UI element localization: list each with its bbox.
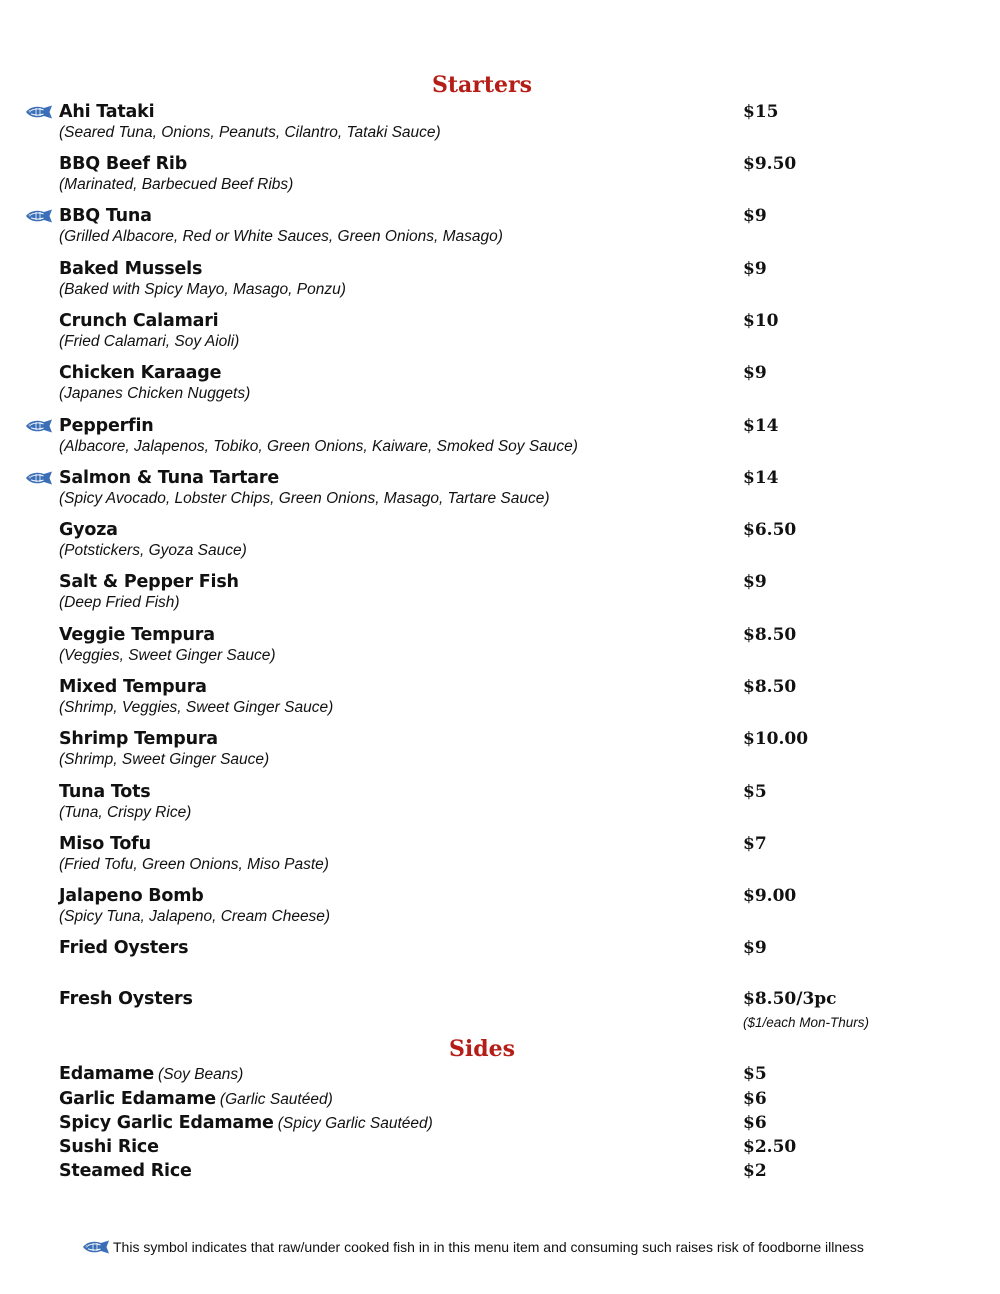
menu-item-price: $10 — [743, 311, 779, 331]
menu-item-description: (Seared Tuna, Onions, Peanuts, Cilantro, Tataki Sauce) — [59, 124, 441, 141]
menu-item-name: Gyoza — [59, 520, 118, 540]
menu-item-price: $14 — [743, 416, 779, 436]
side-item-name: Edamame — [59, 1064, 155, 1084]
raw-fish-icon — [23, 208, 55, 224]
side-item-name-line — [59, 1087, 333, 1112]
menu-item-name: Veggie Tempura — [59, 625, 215, 645]
menu-item-name: BBQ Beef Rib — [59, 154, 188, 174]
starters-section-title: Starters — [431, 72, 533, 98]
menu-item-name: Salmon & Tuna Tartare — [59, 468, 280, 488]
menu-item-description: (Grilled Albacore, Red or White Sauces, Green Onions, Masago) — [59, 228, 503, 245]
menu-item-price: $9 — [743, 572, 767, 592]
raw-fish-icon — [80, 1239, 112, 1255]
menu-item — [59, 570, 939, 614]
menu-item-price: $9 — [743, 259, 767, 279]
raw-fish-icon — [23, 104, 55, 120]
menu-item-price: $15 — [743, 102, 779, 122]
menu-item-name: Mixed Tempura — [59, 677, 207, 697]
menu-item-price: $9.50 — [743, 154, 797, 174]
menu-item — [59, 414, 939, 458]
menu-item — [59, 987, 939, 1031]
menu-item — [59, 309, 939, 353]
menu-item-description: (Baked with Spicy Mayo, Masago, Ponzu) — [59, 281, 346, 298]
menu-item — [59, 727, 939, 771]
side-item-name-line — [59, 1135, 159, 1159]
side-item-name-line — [59, 1159, 192, 1183]
menu-item-description: (Veggies, Sweet Ginger Sauce) — [59, 647, 276, 664]
menu-item — [59, 518, 939, 562]
side-item-name: Spicy Garlic Edamame — [59, 1113, 274, 1133]
side-item — [59, 1135, 939, 1159]
side-item-note: (Garlic Sautéed) — [219, 1091, 333, 1108]
menu-item — [59, 832, 939, 876]
menu-item-price-note: ($1/each Mon-Thurs) — [743, 1015, 870, 1030]
menu-item-price: $9.00 — [743, 886, 797, 906]
side-item — [59, 1087, 939, 1111]
side-item-price: $2 — [743, 1161, 767, 1181]
menu-item-description: (Fried Tofu, Green Onions, Miso Paste) — [59, 856, 329, 873]
menu-item-name: Crunch Calamari — [59, 311, 219, 331]
menu-item-name: Fried Oysters — [59, 938, 189, 958]
menu-item-name: Pepperfin — [59, 416, 154, 436]
menu-item-description: (Tuna, Crispy Rice) — [59, 804, 192, 821]
menu-item — [59, 100, 939, 144]
menu-item — [59, 152, 939, 196]
side-item-price: $2.50 — [743, 1137, 797, 1157]
menu-item-price: $8.50/3pc — [743, 989, 837, 1009]
menu-item — [59, 204, 939, 248]
menu-item-description: (Japanes Chicken Nuggets) — [59, 385, 251, 402]
side-item — [59, 1159, 939, 1183]
menu-item-price: $10.00 — [743, 729, 809, 749]
menu-item-description: (Spicy Tuna, Jalapeno, Cream Cheese) — [59, 908, 331, 925]
side-item-price: $5 — [743, 1064, 767, 1084]
side-item — [59, 1111, 939, 1135]
menu-item-name: BBQ Tuna — [59, 206, 152, 226]
menu-item-price: $8.50 — [743, 625, 797, 645]
menu-item — [59, 623, 939, 667]
sides-section-title: Sides — [448, 1036, 515, 1062]
menu-item-description: (Fried Calamari, Soy Aioli) — [59, 333, 240, 350]
menu-item-description: (Potstickers, Gyoza Sauce) — [59, 542, 247, 559]
side-item-name-line — [59, 1062, 243, 1087]
side-item-note: (Spicy Garlic Sautéed) — [277, 1115, 433, 1132]
raw-fish-icon — [23, 470, 55, 486]
menu-item — [59, 675, 939, 719]
side-item-price: $6 — [743, 1089, 767, 1109]
menu-item-description: (Albacore, Jalapenos, Tobiko, Green Onions, Kaiware, Smoked Soy Sauce) — [59, 438, 578, 455]
menu-item-price: $9 — [743, 938, 767, 958]
menu-item-name: Fresh Oysters — [59, 989, 193, 1009]
menu-item-description: (Marinated, Barbecued Beef Ribs) — [59, 176, 294, 193]
menu-item — [59, 361, 939, 405]
side-item-note: (Soy Beans) — [158, 1066, 244, 1083]
menu-item — [59, 780, 939, 824]
menu-item — [59, 936, 939, 980]
menu-item — [59, 257, 939, 301]
raw-fish-disclaimer — [80, 1236, 960, 1258]
side-item-name: Sushi Rice — [59, 1137, 159, 1157]
disclaimer-text: This symbol indicates that raw/under cooked fish in in this menu item and consuming such raises risk of foodborne illness — [113, 1239, 864, 1255]
menu-item-name: Salt & Pepper Fish — [59, 572, 239, 592]
menu-item-price: $8.50 — [743, 677, 797, 697]
menu-item-name: Shrimp Tempura — [59, 729, 218, 749]
menu-item-description: (Deep Fried Fish) — [59, 594, 180, 611]
raw-fish-icon — [23, 418, 55, 434]
side-item-name: Garlic Edamame — [59, 1089, 216, 1109]
menu-item-name: Miso Tofu — [59, 834, 151, 854]
menu-item-description: (Shrimp, Sweet Ginger Sauce) — [59, 751, 270, 768]
menu-item — [59, 884, 939, 928]
menu-item-price: $9 — [743, 363, 767, 383]
menu-item-price: $6.50 — [743, 520, 797, 540]
side-item — [59, 1062, 939, 1086]
menu-item-name: Baked Mussels — [59, 259, 203, 279]
side-item-name-line — [59, 1111, 433, 1136]
menu-item-price: $7 — [743, 834, 767, 854]
menu-item-name: Jalapeno Bomb — [59, 886, 204, 906]
menu-item-name: Ahi Tataki — [59, 102, 155, 122]
menu-item-price: $14 — [743, 468, 779, 488]
menu-item-name: Tuna Tots — [59, 782, 151, 802]
menu-item-description: (Spicy Avocado, Lobster Chips, Green Onions, Masago, Tartare Sauce) — [59, 490, 550, 507]
side-item-price: $6 — [743, 1113, 767, 1133]
menu-item-name: Chicken Karaage — [59, 363, 222, 383]
menu-item-price: $5 — [743, 782, 767, 802]
menu-item-price: $9 — [743, 206, 767, 226]
menu-item-description: (Shrimp, Veggies, Sweet Ginger Sauce) — [59, 699, 334, 716]
side-item-name: Steamed Rice — [59, 1161, 192, 1181]
menu-item — [59, 466, 939, 510]
